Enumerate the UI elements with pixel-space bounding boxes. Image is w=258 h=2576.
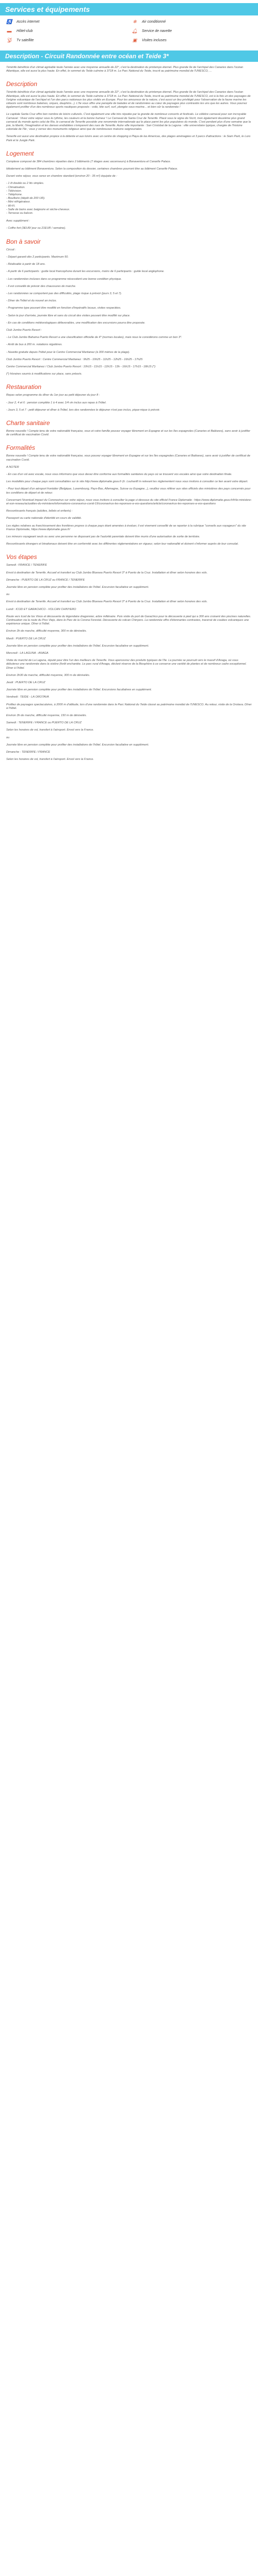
paragraph: - Arrêt de bus à 200 m. notations régulières. [6,343,62,347]
section-title-logement: Logement [6,149,34,157]
list-item: - Terrasse ou balcon. [6,212,34,215]
paragraph: - En cas de conditions météorologiques défavorables, une modification des excursions pourra être proposée. [6,321,146,325]
paragraph: Journée libre en pension complète pour profiter des installations de l'hôtel. Excursion facultative en supplément. [6,743,149,747]
paragraph: - Dîner de l'hôtel et du nouvel an inclus. [6,299,57,303]
paragraph: Les modalités pour chaque pays sont consultables sur le site http://www.diplomatie.gouv.fr (Ir. Louhanfil in relevant les règlementent nous vous invitons à consulter ce lien avant votre départ. [6,480,248,484]
service-label: Tv satellite [17,38,34,42]
services-grid [0,15,258,47]
paragraph: Club Jumbo Puerto Resort : Centre Commercial Martianez : 9h25 - 10h25 - 11h25 - 12h25 - 16h25 - 17h25 [6,358,143,361]
paragraph: - Les randonnées incluses dans ce programme nécessitent une bonne condition physique. [6,277,122,281]
list-item: - Télévision. [6,189,22,193]
bon-savoir-block [6,248,252,377]
service-label: Hôtel-club [17,29,33,33]
paragraph: Selon les horaires de vol, transfert à l'aéroport. Envol vers la France. [6,758,94,761]
paragraph: Journée libre en pension complète pour profiter des installations de l'hôtel. Excursion facultative en supplément. [6,586,149,589]
paragraph: Samedi : TENERIFE / FRANCE ou PUERTO DE LA CRUZ [6,721,82,725]
paragraph: - Navette gratuite depuis l'hôtel pour le Centre Commercial Martianez (à 300 mètres de la plage). [6,350,130,354]
paragraph: Environ 3h de marche, difficulté moyenne, 150 m de dénivelés. [6,714,87,718]
paragraph: Samedi : FRANCE / TENERIFE [6,564,47,567]
service-label: Visites incluses [142,38,167,42]
paragraph: - Jours 3, 5 et 7 : petit déjeuner et dîner à l'hôtel, lors des randonnées le déjeuner n'est pas inclus, pique-nique à prévoir. [6,408,160,412]
paragraph: Idéalement au bâtiment Bonaventura. Selon la composition du dossier, certaines chambres pourront être au bâtiment Canarife Palace. [6,167,178,171]
paragraph: Environ 3h de marche, difficulté moyenne, 300 m de dénivelés. [6,630,87,633]
bell-icon: 🔔︎ [132,28,138,33]
paragraph: - Réalisable à partir de 18 ans. [6,263,46,266]
service-label: Air conditionné [142,20,166,24]
paragraph: - Selon le jour d'arrivée, journée libre et sans du circuit des visites pouvant être modifié sur place. [6,314,131,317]
paragraph: ou [6,593,10,597]
service-hotel-club [6,28,126,34]
service-label: Service de navette [142,29,172,33]
service-visits [132,37,252,43]
paragraph: Profitez de paysages spectaculaires, à 2000 m d'altitude, lors d'une randonnée dans le Parc National du Teide classé au patrimoine mondial de l'UNESCO. Au retour, visite de la Orotava. Dîner à l'hôtel. [6,703,252,710]
charte-block [6,430,252,437]
paragraph: (*) Horaires soumis à modifications sur place, sans préavis. [6,372,83,376]
paragraph: - Jour 2, 4 et 6 : pension complète 1 à 4 avec 1/4 vin inclus aux repas à l'hôtel. [6,401,107,404]
bed-icon: ▬ [7,28,12,33]
paragraph: Mercredi : LA LAGUNA - ANAGA [6,652,49,655]
paragraph: - A partir de 6 participants : guide local francophone durant les excursions, moins de 6 participants : guide local anglophone. [6,270,165,274]
paragraph: Ténérife bénéficie d'un climat agréable toute l'année avec une moyenne annuelle de 22°, c'est la destination du printemps éternel. Plus grande île de l'archipel des Canaries dans l'océan Atlantique, elle est aussi la plus haute. En effet, le sommet du Teide culmine à 3718 m. Le Parc National du Teide, inscrit au patrimoine mondial de l'UNESCO, est à la fois un des paysages de l'origine volcanique de l'archipel et l'un des parcs nationaux les plus visités en Europe. Pour les amoureux de la nature, c'est aussi un lieu privilégié pour l'observation de la faune marine les cétacés sont nombreux baleines, orques, dauphins...). L'île vous offre une panoplie de balades et de randonnées au cœur de paysages plus contrastés les uns que les autres. Vous pourrez également profiter d'un des nombreux sports nautiques proposés : voile, kite surf, surf, plongée sous-marine... et bien sûr la randonnée ! [6,91,251,109]
service-internet [6,19,126,25]
paragraph: Mardi : PUERTO DE LA CRUZ [6,637,46,640]
paragraph: Passeport ou carte nationale d'identité en cours de validité. [6,517,82,520]
paragraph: Club Jumbo Puerto Resort : [6,328,42,332]
paragraph: Journée libre en pension complète pour profiter des installations de l'hôtel. Excursions facultatives en supplément. [6,688,152,692]
paragraph: Ressortissants français (adultes, bébés et enfants) : [6,510,73,513]
service-tv [6,37,126,43]
paragraph: Ressortissants étrangers et binationaux doivent être en conformité avec les différentes réglementations en vigueur, selon leur nationalité et doivent s'informer auprès de leur consulat. [6,543,239,546]
restauration-block [6,394,252,412]
section-title-description: Description [6,80,38,88]
etapes-block [6,564,252,761]
paragraph: Durant votre séjour, vous serez en chambre standard (environ 20 - 35 m²) équipée de : [6,175,117,178]
paragraph: Les mineurs voyageant seuls ou avec une personne ne disposant pas de l'autorité parentale doivent être munis d'une autorisation de sortie de territoire. [6,535,200,538]
list-item: - 1 lit double ou 2 lits simples. [6,182,44,185]
wheelchair-icon: ♿ [6,19,12,24]
paragraph: Bonne nouvelle ! Compte tenu de votre nationalité française, vous pouvez voyager librement en Espagne et sur les îles espagnoles (Canaries et Baléares), sans avoir à justifier de certificat de vaccination Covid. [6,454,250,462]
paragraph: - Coffre fort (3EUR/ jour ou 21EUR / semaine). [6,227,66,230]
services-header: Services et équipements [0,3,258,15]
paragraph: - Programme type pouvant être modifié en fonction d'impératifs locaux, visites respectées. [6,307,121,310]
snowflake-icon: ❄ [133,19,137,24]
service-aircon [132,19,252,25]
list-item: - Bouilloire (dépôt de 200 UR). [6,197,45,200]
paragraph: Circuit : [6,248,16,251]
paragraph: Dimanche : PUERTO DE LA CRUZ ou FRANCE / TENERIFE [6,578,85,582]
paragraph: Visite du marché de La Laguna, réputé pour être l'un des meilleurs de Tenerife. Vous apercevrez des produits typiques de l'île. La journée se poursuit vers le massif d'Anaga, où vous débuterez une randonnée dans la sistère (forêt enchantée. Le parc rural d'Anaga, déclaré réserve de la Biosphère à ce conserve une variété de plantes et de nombreux cadre exceptionnel. Dîner à l'hôtel. [6,659,247,670]
paragraph: Selon les horaires de vol, transfert à l'aéroport. Envol vers la France. [6,728,94,732]
paragraph: Bonne nouvelle ! Compte tenu de votre nationalité française, vous et votre famille pouvez voyager librement en Espagne et sur les îles espagnoles (Canaries et Baléares), sans avoir à justifier de certificat de vaccination Covid. [6,429,250,437]
paragraph: - Le Club Jumbo Bahama Puerto Resort a une classification officielle de 4* (normes locales), mais nous le considérons comme un bon 3*. [6,336,182,340]
paragraph: Concernant l'éventuel impact du Coronavirus sur votre séjour, nous vous invitons à consulter la page ci-dessous du site officiel France Diplomatie : https://www.diplomatie.gouv.fr/fr/le-ministere-et-son-reseau/actualites-du-ministere/informations-coronavirus-covid-19/coronavirus-les-reponses-a-vos-questions/article/coronavirus-les-reponses-a-vos-questions [6,498,252,505]
paragraph: ou [6,736,10,739]
section-title-etapes: Vos étapes [6,553,37,561]
paragraph: Complexe composé de 384 chambres réparties dans 2 bâtiments (7 étages avec ascenseurs) à Bonaventura et Canarife Palace. [6,160,171,163]
paragraph: - Départ garanti dès 2 participants. Maximum 50. [6,255,69,259]
list-item: - Wi-Fi. [6,204,15,208]
section-title-formalites: Formalités [6,444,36,452]
paragraph: Vendredi : TEIDE - LA OROTAVA [6,696,49,699]
section-title-restauration: Restauration [6,383,42,391]
list-item: - Téléphone. [6,193,23,197]
paragraph: - En cas d'un vol avec escale, nous vous informons que vous devez être conforme aux formalités sanitaires du pays où se trouvent vos escales ainsi que votre destination finale. [6,472,232,476]
paragraph: Le capitale Santa Cruz offre bon nombre de loisirs culturels. C'est également une ville très réputée par la grande de nombreux concerts et festivals. Le célèbre carnaval pour son incroyable Carnaval : Vivez votre séjour sous le rythme, les couleurs et la bonne humeur ! Le Carnaval de Santa Cruz de Tenerife. Placé sous le signe de l'écrit, mon également deuxième plus grand carnaval du monde après celui de Rio, le carnaval de Tenerife possède une renommée internationale qui le place parmi les plus populaires du monde. C'est pendant plus d'une semaine que la joie, la liberté, l'imagination et les danses endiablées s'emparent des rues de Tenerife. Autre ville importante : San Cristobal de la Laguna : ville universitaire typique, chargée de l'histoire coloniale de l'île ; vous y verrez des monuments religieux ainsi que de nombreuses maisons seigneuriales. [6,113,251,131]
paragraph: - Il est conseillé de prévoir des chaussures de marche. [6,284,76,288]
paragraph: - Pour tout départ d'un aéroport frontalier (Belgique, Luxembourg, Pays-Bas, Allemagne, Suisse ou Espagne...), veuillez vous référer aux sites officiels des ministères des pays concernés pour les conditions de départ et de retour. [6,487,251,495]
paragraph: Centre Commercial Martianez / Club Jumbo Puerto Resort : 10h15 - 11h15 - 12h15 - 13h - 16h15 - 17h15 - 18h15 (*) [6,365,156,368]
paragraph: Repas selon programme du dîner du 1er jour au petit déjeuner du jour 8 : [6,394,100,397]
list-item: - Climatisation. [6,185,25,189]
formalites-block [6,454,252,546]
section-title-bon-a-savoir: Bon à savoir [6,238,41,245]
service-shuttle [132,28,252,34]
list-item: - Salle de bains avec baignoire et sèche-cheveux. [6,208,70,211]
paragraph: Tenerife est aussi une destination propice à la détente et aux loisirs avec un centre de shopping à Playa de las Americas, des plages aménagées et 3 parcs d'attractions : le Siam Park, le Loro Park et le Jungle Park. [6,135,251,142]
room-equipment-list [6,182,252,215]
section-title-charte: Charte sanitaire [6,419,50,427]
paragraph: Journée libre en pension complète pour profiter des installations de l'hôtel. Excursion facultative en supplément. [6,644,149,648]
paragraph: Envol à destination de Tenerife. Accueil et transfert au Club Jumbo Bluesea Puerto Resort 3* à Puerto de la Cruz. Installation et dîner selon horaires des vols. [6,571,208,574]
content [0,62,258,762]
paragraph: Dimanche : TENERIFE / FRANCE [6,751,51,754]
satellite-icon: 📡︎ [6,37,12,43]
paragraph: Route vers Icod de los Vinos et découverte du légendaire dragonnier, arbre millénaire. Puis visite du port de Garachico pour la découverte à pied qui a 300 ans croisent des piscines naturelles. Continuation via la route du Pico Viejo, dans le Parc de la Corona Forestal. Découverte du volcan Chinyero. La randonnée offre d'étonnantes contrastes, traversé de coulées volcaniques une expérience unique. Dîner à l'hôtel. [6,615,251,626]
paragraph: Envol à destination de Tenerife. Accueil et transfert au Club Jumbo Bluesea Puerto Resort 3* à Puerto de la Cruz. Installation et dîner selon horaires des vols. [6,600,208,604]
suitcase-icon: ▣ [132,37,137,43]
paragraph: Les règles relatives au franchissement des frontières propres à chaque pays étant amenées à évoluer, il est vivement conseillé de se reporter à la rubrique "conseils aux voyageurs" du site France Diplomatie, https://www.diplomatie.gouv.fr/ [6,524,246,531]
list-item: - Mini réfrigérateur. [6,200,31,204]
paragraph: Lundi : ICOD ET GARACHICO - VOLCAN CHINYERO [6,607,76,611]
paragraph: Avec supplément : [6,219,30,223]
intro-text: Ténérife bénéficie d'un climat agréable toute l'année avec une moyenne annuelle de 22°, c'est la destination du printemps éternel. Plus grande île de l'archipel des Canaries dans l'océan Atlantique, elle est aussi la plus haute. En effet, le sommet du Teide culmine à 3718 m. Le Parc National du Teide, inscrit au patrimoine mondial de l'UNESCO, ... [6,66,244,73]
paragraph: Jeudi : PUERTO DE LA CRUZ [6,681,45,685]
service-label: Accès internet [17,20,40,24]
description-header: Description - Circuit Randonnée entre océan et Teide 3* [0,50,258,62]
paragraph: A NOTER [6,465,19,469]
paragraph: Environ 3h30 de marche, difficulté moyenne, 300 m de dénivelés. [6,673,90,677]
paragraph: - Les randonnées se comportent pas des difficultés, plage risque à prévoir (jours 3, 5 et 7). [6,292,122,295]
